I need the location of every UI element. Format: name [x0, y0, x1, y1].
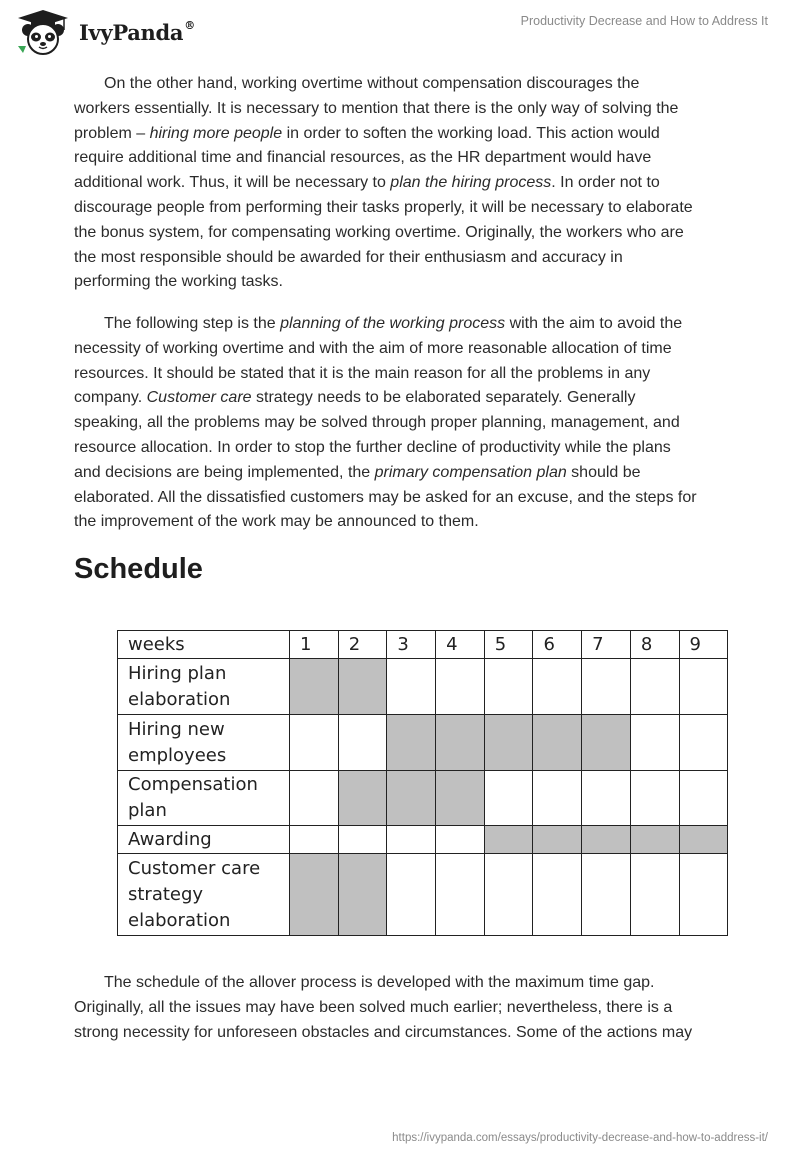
schedule-cell	[387, 771, 436, 826]
schedule-cell	[582, 715, 631, 771]
schedule-cell	[484, 771, 533, 826]
document-title: Productivity Decrease and How to Address It	[520, 14, 768, 28]
schedule-cell	[290, 715, 339, 771]
schedule-table	[117, 630, 728, 936]
schedule-cell	[290, 659, 339, 715]
schedule-cell	[679, 715, 728, 771]
week-header: 8	[630, 631, 679, 659]
emphasis-customer-care: Customer care	[146, 389, 252, 407]
schedule-cell	[338, 826, 387, 854]
week-header: 1	[290, 631, 339, 659]
schedule-cell	[533, 771, 582, 826]
schedule-cell	[582, 659, 631, 715]
table-row	[118, 854, 728, 936]
task-label: Compensation plan	[118, 771, 290, 826]
schedule-cell	[679, 771, 728, 826]
schedule-cell	[630, 659, 679, 715]
table-row	[118, 826, 728, 854]
source-url-link[interactable]: https://ivypanda.com/essays/productivity-decrease-and-how-to-address-it/	[392, 1132, 768, 1144]
panda-logo-icon[interactable]	[14, 8, 72, 58]
schedule-cell	[338, 715, 387, 771]
paragraph-schedule-note: The schedule of the allover process is developed with the maximum time gap. Originally, all the issues may have been solved much earlier; nevertheless, there is a strong necessity for unforeseen obstacles and circumstances. Some of the actions may	[74, 974, 693, 1041]
schedule-cell	[533, 854, 582, 936]
schedule-cell	[436, 715, 485, 771]
task-label: Hiring new employees	[118, 715, 290, 771]
paragraph-planning: The following step is the planning of the working process with the aim to avoid the necessity of working overtime and with the aim of more reasonable allocation of time resources. It should be stated that it is the main reason for all the problems in any company. Customer care strategy needs to be elaborated separately. Generally speaking, all the problems may be solved through proper planning, management, and resource allocation. In order to stop the further decline of productivity while the plans and decisions are being implemented, the primary compensation plan should be elaborated. All the dissatisfied customers may be asked for an excuse, and the steps for the improvement of the work may be announced to them.	[74, 315, 697, 531]
schedule-cell	[436, 854, 485, 936]
schedule-cell	[387, 659, 436, 715]
schedule-cell	[630, 854, 679, 936]
schedule-cell	[533, 826, 582, 854]
schedule-cell	[436, 771, 485, 826]
schedule-cell	[533, 659, 582, 715]
emphasis-planning-process: planning of the working process	[280, 315, 506, 332]
week-header: 9	[679, 631, 728, 659]
schedule-cell	[582, 854, 631, 936]
schedule-cell	[582, 826, 631, 854]
emphasis-hiring-more-people: hiring more people	[149, 124, 283, 142]
table-row	[118, 715, 728, 771]
schedule-cell	[582, 771, 631, 826]
schedule-cell	[484, 826, 533, 854]
week-header: 3	[387, 631, 436, 659]
schedule-cell	[290, 854, 339, 936]
schedule-cell	[484, 715, 533, 771]
schedule-cell	[387, 854, 436, 936]
week-header: 2	[338, 631, 387, 659]
week-header: 7	[582, 631, 631, 659]
schedule-cell	[630, 771, 679, 826]
table-row	[118, 771, 728, 826]
week-header: 6	[533, 631, 582, 659]
schedule-cell	[484, 854, 533, 936]
schedule-cell	[338, 854, 387, 936]
schedule-cell	[630, 826, 679, 854]
schedule-cell	[436, 826, 485, 854]
emphasis-compensation-plan: primary compensation plan	[374, 463, 567, 481]
schedule-cell	[290, 826, 339, 854]
schedule-cell	[679, 854, 728, 936]
task-label: Customer care strategy elaboration	[118, 854, 290, 936]
schedule-corner-label: weeks	[118, 631, 290, 659]
task-label: Awarding	[118, 826, 290, 854]
schedule-cell	[679, 659, 728, 715]
schedule-cell	[387, 715, 436, 771]
schedule-cell	[290, 771, 339, 826]
emphasis-plan-hiring: plan the hiring process	[390, 174, 552, 192]
schedule-cell	[338, 659, 387, 715]
schedule-cell	[387, 826, 436, 854]
paragraph-overtime: On the other hand, working overtime without compensation discourages the workers essentially. It is necessary to mention that there is the only way of solving the problem – hiring more people in order to soften the working load. This action would require additional time and financial resources, as the HR department would have additional work. Thus, it will be necessary to plan the hiring process. In order not to discourage people from performing their tasks properly, it will be necessary to elaborate the bonus system, for compensating working overtime. Originally, the workers who are the most responsible should be awarded for their enthusiasm and accuracy in performing the working tasks.	[74, 75, 693, 291]
schedule-cell	[533, 715, 582, 771]
schedule-cell	[338, 771, 387, 826]
page-header	[0, 0, 800, 64]
schedule-cell	[436, 659, 485, 715]
schedule-cell	[679, 826, 728, 854]
task-label: Hiring plan elaboration	[118, 659, 290, 715]
schedule-cell	[630, 715, 679, 771]
table-row	[118, 659, 728, 715]
schedule-header-row	[118, 631, 728, 659]
section-heading-schedule: Schedule	[74, 553, 203, 585]
schedule-cell	[484, 659, 533, 715]
week-header: 5	[484, 631, 533, 659]
week-header: 4	[436, 631, 485, 659]
brand-name[interactable]: IvyPanda®	[79, 19, 195, 45]
